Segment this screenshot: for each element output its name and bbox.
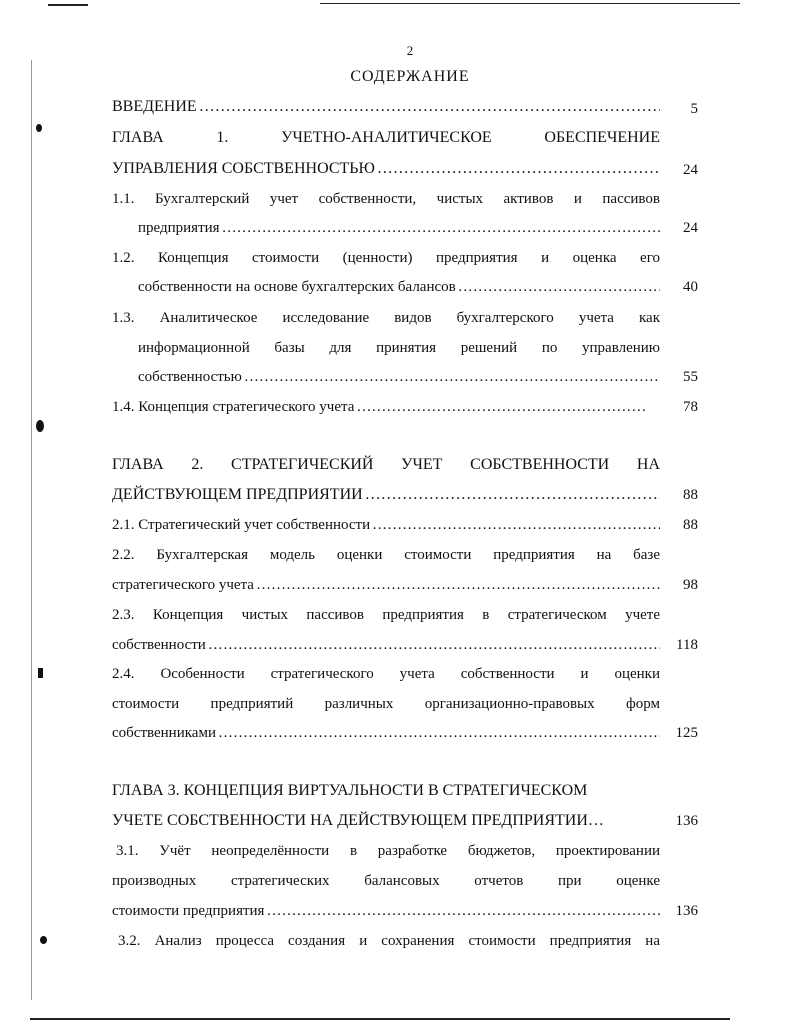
toc-entry-1-3 xyxy=(138,368,660,386)
toc-page-number: 88 xyxy=(683,517,698,533)
toc-section-title: 1.3. Аналитическое исследование видов бухгалтерского учета как xyxy=(112,310,660,326)
toc-page-number: 98 xyxy=(683,577,698,593)
toc-section-title: 3.2. Анализ процесса создания и сохранения стоимости предприятия на xyxy=(118,933,660,949)
toc-section-title-cont: информационной базы для принятия решений по управлению xyxy=(138,340,660,356)
leader-dots xyxy=(199,98,660,116)
toc-entry-title: 2.1. Стратегический учет собственности xyxy=(112,517,371,533)
leader-dots xyxy=(256,576,660,594)
toc-entry-2-4 xyxy=(112,724,660,742)
toc-entry-title: стратегического учета xyxy=(112,577,254,593)
toc-page-number: 88 xyxy=(683,487,698,503)
toc-page-number: 24 xyxy=(683,220,698,236)
toc-entry-1-2 xyxy=(138,278,660,296)
toc-entry-title: собственниками xyxy=(112,725,216,741)
binding-hole-mark xyxy=(36,124,42,132)
toc-section-title: 2.3. Концепция чистых пассивов предприятия в стратегическом учете xyxy=(112,607,660,623)
toc-entry-title: собственности xyxy=(112,637,206,653)
toc-page-number: 55 xyxy=(683,369,698,385)
leader-dots xyxy=(365,486,660,504)
toc-entry-title: УПРАВЛЕНИЯ СОБСТВЕННОСТЬЮ xyxy=(112,160,375,177)
toc-entry-title: ДЕЙСТВУЮЩЕМ ПРЕДПРИЯТИИ xyxy=(112,486,363,503)
toc-section-title: 2.4. Особенности стратегического учета собственности и оценки xyxy=(112,666,660,682)
leader-dots xyxy=(377,160,660,178)
leader-dots xyxy=(372,516,660,534)
toc-entry-3-1 xyxy=(112,902,660,920)
toc-chapter-title: ГЛАВА 3. КОНЦЕПЦИЯ ВИРТУАЛЬНОСТИ В СТРАТЕГИЧЕСКОМ xyxy=(112,782,588,799)
toc-section-title: 1.2. Концепция стоимости (ценности) предприятия и оценка его xyxy=(112,250,660,266)
toc-entry-2-2 xyxy=(112,576,660,594)
page-number: 2 xyxy=(406,43,414,58)
toc-chapter-title: ГЛАВА 1. УЧЕТНО-АНАЛИТИЧЕСКОЕ ОБЕСПЕЧЕНИЕ xyxy=(112,129,660,146)
leader-dots xyxy=(458,278,660,296)
toc-entry-ch1 xyxy=(112,160,660,178)
binding-hole-mark xyxy=(40,936,47,944)
page-title: СОДЕРЖАНИЕ xyxy=(350,68,470,85)
toc-section-title-cont: производных стратегических балансовых отчетов при оценке xyxy=(112,873,660,889)
toc-entry-title: стоимости предприятия xyxy=(112,903,265,919)
toc-section-title: 1.1. Бухгалтерский учет собственности, чистых активов и пассивов xyxy=(112,191,660,207)
toc-page-number: 125 xyxy=(675,725,698,741)
toc-entry-ch2 xyxy=(112,486,660,504)
toc-entry-intro xyxy=(112,98,660,116)
leader-dots xyxy=(218,724,660,742)
leader-dots xyxy=(356,398,648,416)
toc-page-number: 78 xyxy=(683,399,698,415)
toc-page-number: 136 xyxy=(675,813,698,829)
toc-chapter-title-cont: УЧЕТЕ СОБСТВЕННОСТИ НА ДЕЙСТВУЮЩЕМ ПРЕДПРИЯТИИ… xyxy=(112,812,604,829)
leader-dots xyxy=(222,219,660,237)
toc-entry-2-3 xyxy=(112,636,660,654)
leader-dots xyxy=(244,368,660,386)
toc-page-number: 24 xyxy=(683,162,698,178)
toc-entry-title: предприятия xyxy=(138,220,220,236)
toc-page-number: 40 xyxy=(683,279,698,295)
leader-dots xyxy=(208,636,660,654)
toc-page-number: 5 xyxy=(690,101,698,117)
toc-section-title: 2.2. Бухгалтерская модель оценки стоимости предприятия на базе xyxy=(112,547,660,563)
binding-hole-mark xyxy=(36,420,44,432)
toc-entry-1-4 xyxy=(112,398,648,416)
toc-entry-title: собственности на основе бухгалтерских балансов xyxy=(138,279,456,295)
toc-entry-1-1 xyxy=(138,219,660,237)
toc-page-number: 136 xyxy=(675,903,698,919)
scan-top-rule xyxy=(48,4,88,6)
toc-entry-title: собственностью xyxy=(138,369,242,385)
toc-section-title: 3.1. Учёт неопределённости в разработке бюджетов, проектировании xyxy=(116,843,660,859)
scan-bottom-rule xyxy=(30,1018,730,1020)
toc-entry-2-1 xyxy=(112,516,660,534)
scan-left-edge xyxy=(31,60,32,1000)
toc-entry-title: ВВЕДЕНИЕ xyxy=(112,98,197,115)
binding-hole-mark xyxy=(38,668,43,678)
toc-entry-title: 1.4. Концепция стратегического учета xyxy=(112,399,355,415)
toc-section-title-cont: стоимости предприятий различных организационно-правовых форм xyxy=(112,696,660,712)
toc-chapter-title: ГЛАВА 2. СТРАТЕГИЧЕСКИЙ УЧЕТ СОБСТВЕННОСТИ НА xyxy=(112,456,660,473)
leader-dots xyxy=(266,902,660,920)
scan-top-rule-right xyxy=(320,3,740,4)
toc-page-number: 118 xyxy=(676,637,698,653)
